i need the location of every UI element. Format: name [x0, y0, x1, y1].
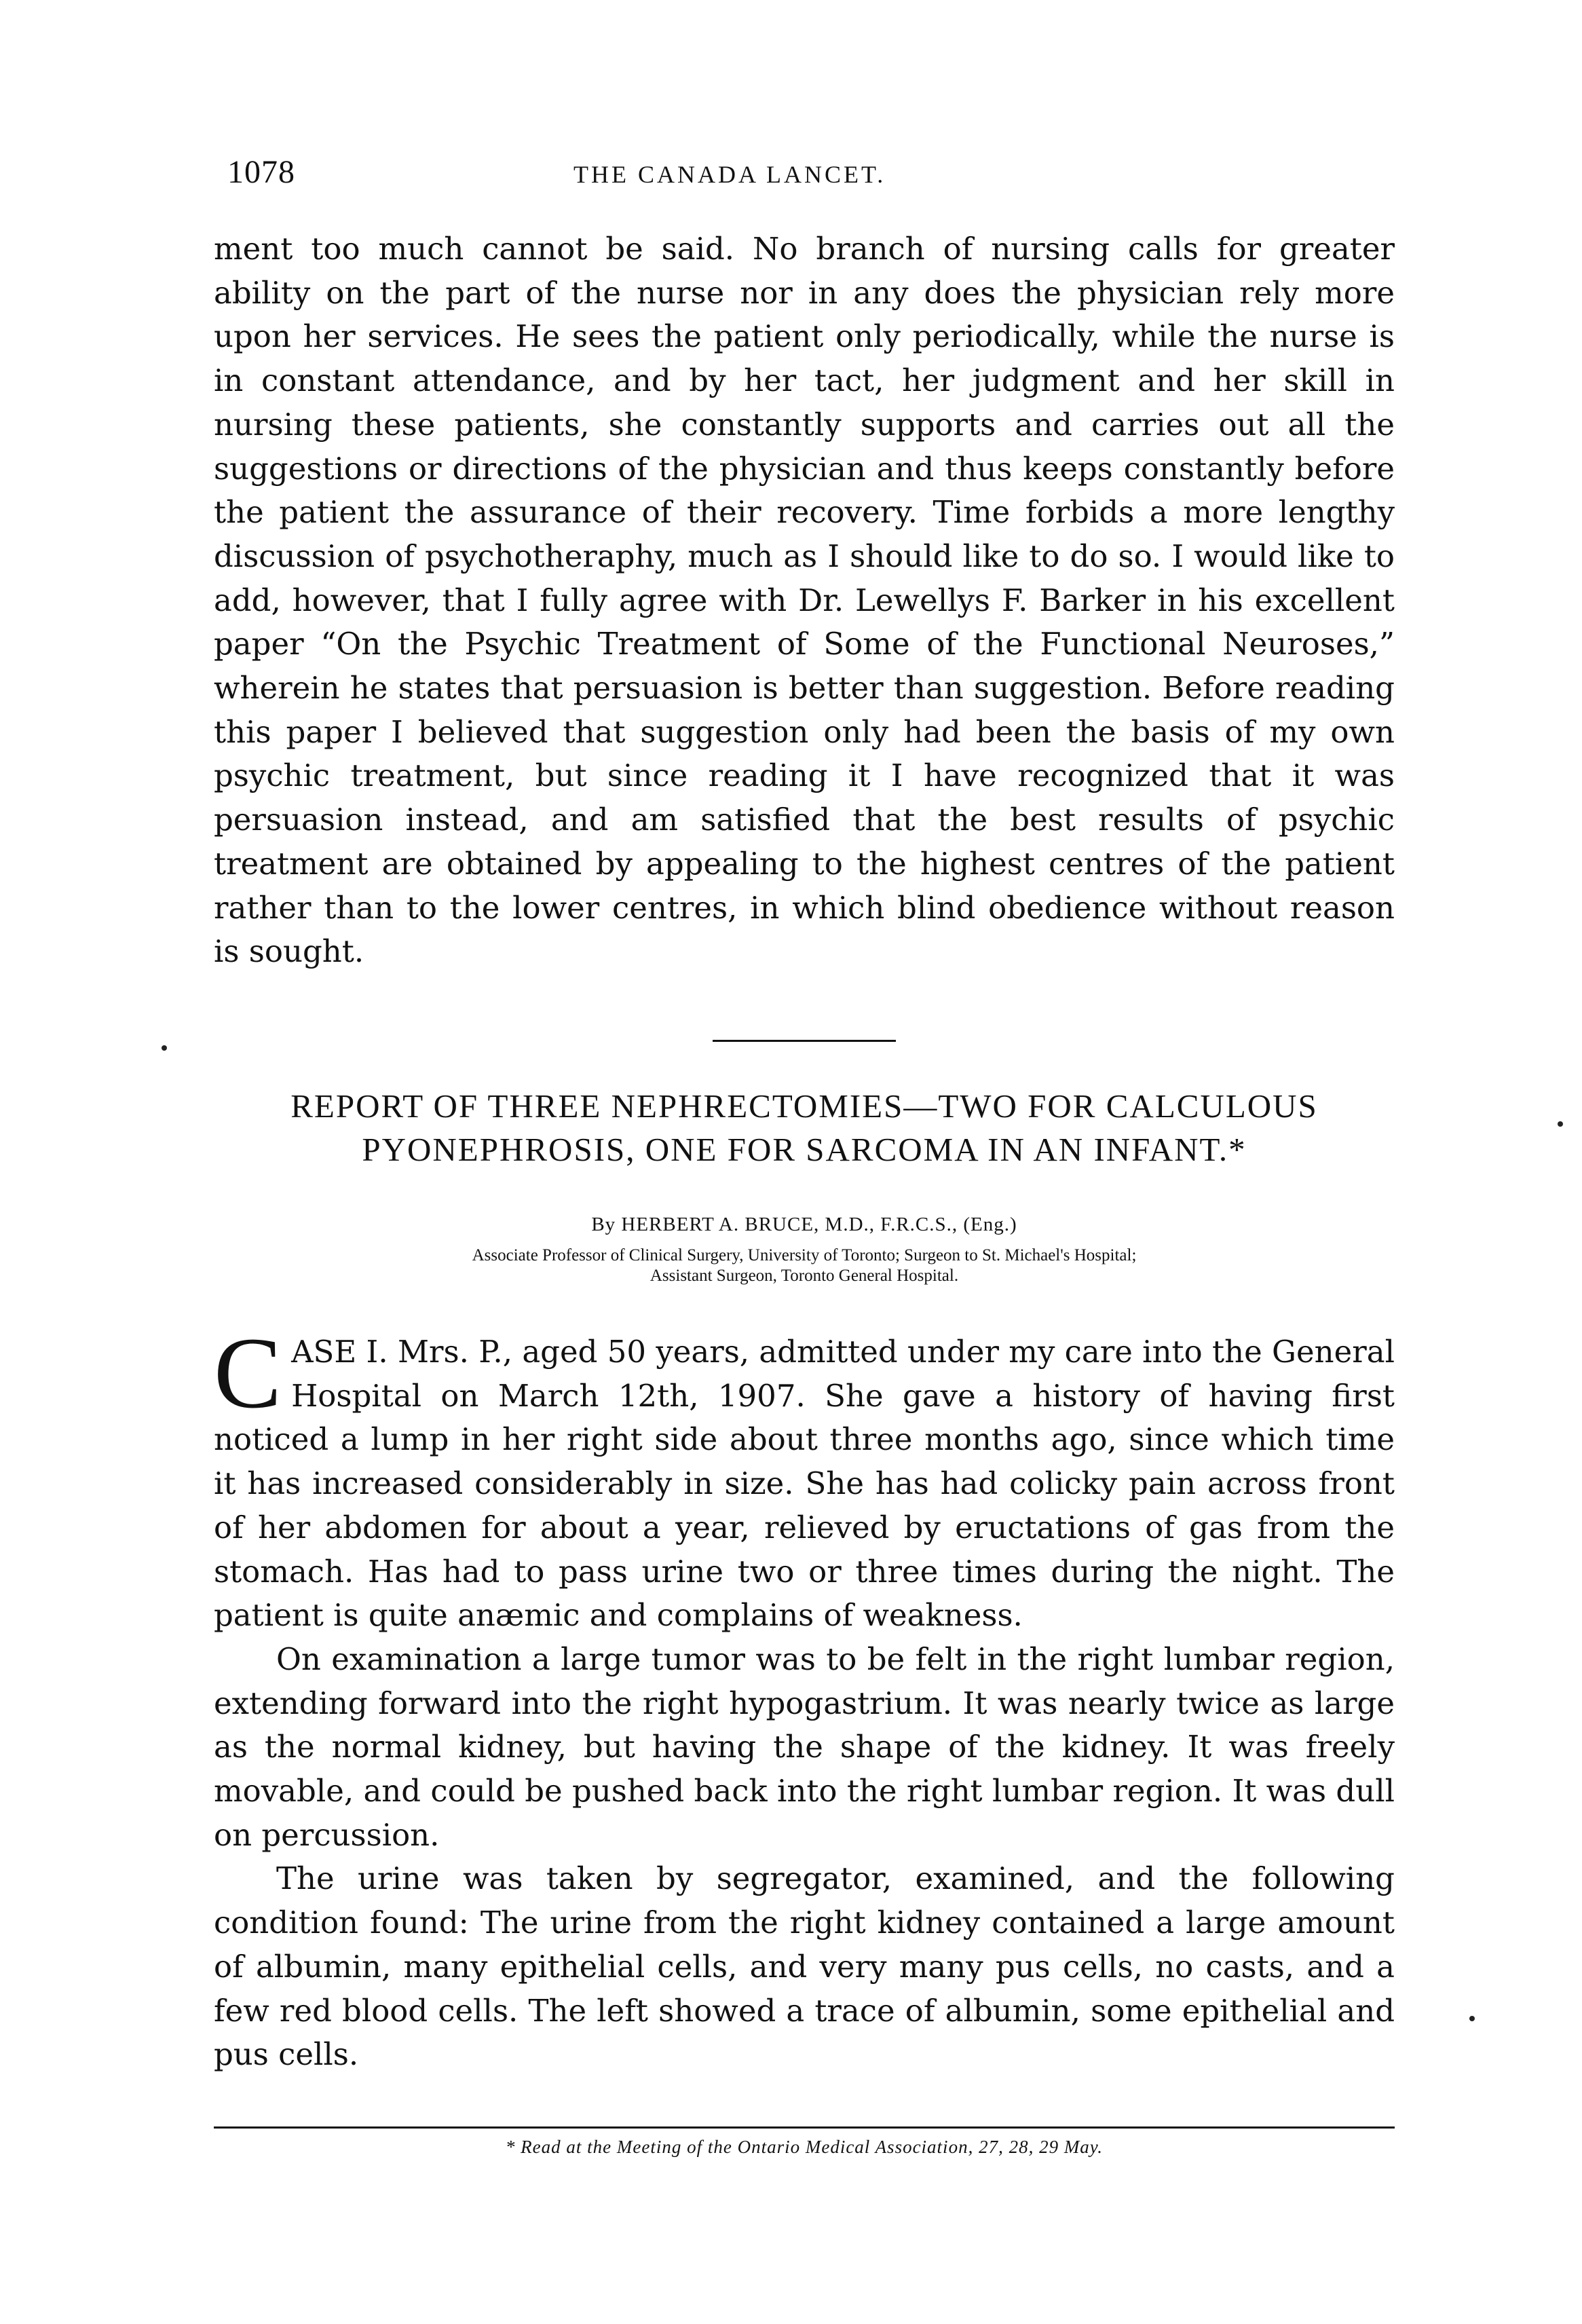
- case-one-paragraph: ASE I. Mrs. P., aged 50 years, admitted under my care into the General Hospital on March 12th, 1907. She gave a history of having first noticed a lump in her right side about three months ago, since which time it has increased considerably in size. She has had colicky pain across front of her abdomen for about a year, relieved by eructations of gas from the stomach. Has had to pass urine two or three times during the night. The patient is quite anæmic and complains of weakness.: [214, 1334, 1395, 1634]
- section-divider: [713, 1040, 896, 1042]
- article-title-line-1: REPORT OF THREE NEPHRECTOMIES—TWO FOR CALCULOUS: [290, 1087, 1318, 1125]
- affiliation-line-2: Assistant Surgeon, Toronto General Hospital.: [649, 1267, 959, 1285]
- running-title: THE CANADA LANCET.: [573, 161, 886, 188]
- urine-paragraph: The urine was taken by segregator, examined, and the following condition found: The urine from the right kidney contained a large amount of albumin, many epithelial cells, and very many pus cells, no casts, and a few red blood cells. The left showed a trace of albumin, some epithelial and pus cells.: [214, 1860, 1395, 2073]
- author-byline: By HERBERT A. BRUCE, M.D., F.R.C.S., (Eng.): [591, 1214, 1017, 1235]
- continued-paragraph: ment too much cannot be said. No branch of nursing calls for greater ability on the part of the nurse nor in any does the physician rely more upon her services. He sees the patient only periodically, while the nurse is in constant attendance, and by her tact, her judgment and her skill in nursing these patients, she constantly supports and carries out all the suggestions or directions of the physician and thus keeps constantly before the patient the assurance of their recovery. Time forbids a more lengthy discussion of psychotheraphy, much as I should like to do so. I would like to add, however, that I fully agree with Dr. Lewellys F. Barker in his excellent paper “On the Psychic Treatment of Some of the Functional Neuroses,” wherein he states that persuasion is better than suggestion. Before reading this paper I believed that suggestion only had been the basis of my own psychic treatment, but since reading it I have recognized that it was persuasion instead, and am satisfied that the best results of psychic treatment are obtained by appealing to the highest centres of the patient rather than to the lower centres, in which blind obedience without reason is sought.: [214, 231, 1395, 970]
- footnote-rule: [214, 2126, 1395, 2129]
- case-report-body: [214, 1317, 1395, 2077]
- page-header: [227, 153, 1381, 194]
- drop-cap: C: [214, 1317, 282, 1429]
- examination-paragraph: On examination a large tumor was to be felt in the right lumbar region, extending forward into the right hypogastrium. It was nearly twice as large as the normal kidney, but having the shape of the kidney. It was freely movable, and could be pushed back into the right lumbar region. It was dull on percussion.: [214, 1641, 1395, 1853]
- article-title: [210, 1085, 1398, 1172]
- article-title-line-2: PYONEPHROSIS, ONE FOR SARCOMA IN AN INFANT.*: [362, 1131, 1247, 1168]
- footnote: * Read at the Meeting of the Ontario Medical Association, 27, 28, 29 May.: [505, 2137, 1104, 2157]
- page-number: 1078: [227, 154, 295, 190]
- continued-paragraph-block: [214, 227, 1395, 974]
- speck-mark: [1558, 1121, 1563, 1127]
- speck-mark: [1469, 2016, 1475, 2021]
- case-paragraph-container: [214, 1317, 1395, 1638]
- speck-mark: [162, 1045, 167, 1051]
- author-affiliation: [210, 1245, 1398, 1286]
- affiliation-line-1: Associate Professor of Clinical Surgery, University of Toronto; Surgeon to St. Michael's Hospital;: [472, 1246, 1137, 1264]
